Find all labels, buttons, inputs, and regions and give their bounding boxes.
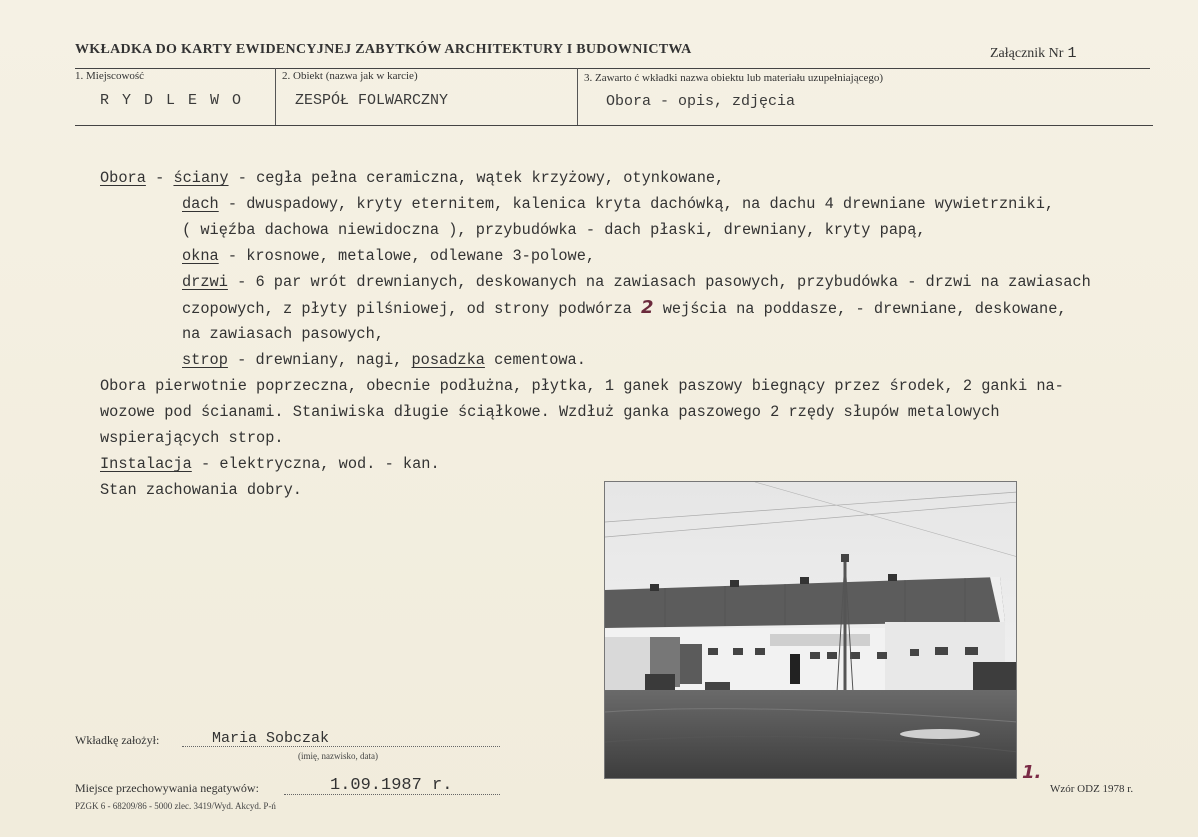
barn-photo-illustration bbox=[605, 482, 1017, 779]
text-line bbox=[100, 165, 1185, 191]
photo-number: 1. bbox=[1022, 762, 1042, 783]
content-label: 3. Zawarto ć wkładki nazwa obiektu lub materiału uzupełniającego) bbox=[584, 72, 884, 84]
text-line bbox=[100, 295, 1185, 321]
text-line bbox=[100, 191, 1185, 217]
barn-photograph bbox=[604, 481, 1017, 779]
heading-dach: dach bbox=[182, 195, 219, 213]
text-line bbox=[100, 269, 1185, 295]
text-fragment: czopowych, z płyty pilśniowej, od strony podwórza bbox=[182, 300, 641, 318]
text-line: wozowe pod ścianami. Staniwiska długie ściąłkowe. Wzdłuż ganka paszowego 2 rzędy słupów metalowych bbox=[100, 403, 1000, 421]
object-label: 2. Obiekt (nazwa jak w karcie) bbox=[282, 70, 418, 82]
header-divider bbox=[75, 68, 1150, 69]
text-fragment: - drewniany, nagi, bbox=[227, 351, 412, 369]
text-fragment: - dwuspadowy, kryty eternitem, kalenica kryta dachówką, na dachu 4 drewniane wywietrzniki, bbox=[218, 195, 1055, 213]
text-line bbox=[100, 451, 1185, 477]
text-line: Stan zachowania dobry. bbox=[100, 481, 302, 499]
text-line: Obora pierwotnie poprzeczna, obecnie podłużna, płytka, 1 ganek paszowy biegnący przez środek, 2 ganki na- bbox=[100, 377, 1064, 395]
field-divider bbox=[577, 68, 578, 125]
attachment-value: 1 bbox=[1067, 45, 1077, 62]
location-value: R Y D L E W O bbox=[100, 92, 244, 109]
text-fragment: - bbox=[145, 169, 174, 187]
location-label: 1. Miejscowość bbox=[75, 70, 145, 82]
description-text bbox=[100, 165, 1185, 503]
text-fragment: wejścia na poddasze, - drewniane, deskowane, bbox=[653, 300, 1067, 318]
negatives-value: 1.09.1987 r. bbox=[330, 776, 453, 795]
text-fragment: cementowa. bbox=[484, 351, 586, 369]
author-sublabel: (imię, nazwisko, data) bbox=[298, 751, 378, 761]
author-label: Wkładkę założył: bbox=[75, 733, 160, 747]
print-info: PZGK 6 - 68209/86 - 5000 zlec. 3419/Wyd. Akcyd. P-ń bbox=[75, 801, 276, 811]
negatives-label: Miejsce przechowywania negatywów: bbox=[75, 781, 259, 795]
heading-sciany: ściany bbox=[173, 169, 229, 187]
heading-drzwi: drzwi bbox=[182, 273, 228, 291]
text-line: ( więźba dachowa niewidoczna ), przybudówka - dach płaski, drewniany, kryty papą, bbox=[182, 221, 926, 239]
heading-strop: strop bbox=[182, 351, 228, 369]
heading-instalacja: Instalacja bbox=[100, 455, 192, 473]
text-line: na zawiasach pasowych, bbox=[182, 325, 384, 343]
form-code: Wzór ODZ 1978 r. bbox=[1050, 783, 1134, 795]
negatives-dotted-line bbox=[284, 794, 500, 795]
text-line bbox=[100, 243, 1185, 269]
field-divider bbox=[275, 68, 276, 125]
text-line bbox=[100, 347, 1185, 373]
text-line: wspierających strop. bbox=[100, 429, 284, 447]
form-title: WKŁADKA DO KARTY EWIDENCYJNEJ ZABYTKÓW ARCHITEKTURY I BUDOWNICTWA bbox=[75, 42, 692, 57]
text-fragment: - elektryczna, wod. - kan. bbox=[191, 455, 440, 473]
text-fragment: - cegła pełna ceramiczna, wątek krzyżowy, otynkowane, bbox=[228, 169, 725, 187]
text-fragment: - 6 par wrót drewnianych, deskowanych na zawiasach pasowych, przybudówka - drzwi na zawiasach bbox=[227, 273, 1091, 291]
heading-okna: okna bbox=[182, 247, 219, 265]
object-value: ZESPÓŁ FOLWARCZNY bbox=[295, 92, 449, 109]
author-dotted-line bbox=[182, 746, 500, 747]
handwritten-number: 2 bbox=[640, 297, 654, 318]
content-value: Obora - opis, zdjęcia bbox=[606, 93, 796, 110]
attachment-number bbox=[990, 45, 1076, 62]
text-fragment: - krosnowe, metalowe, odlewane 3-polowe, bbox=[218, 247, 596, 265]
attachment-label: Załącznik Nr bbox=[990, 46, 1064, 61]
heading-obora: Obora bbox=[100, 169, 146, 187]
author-value: Maria Sobczak bbox=[212, 730, 330, 747]
heading-posadzka: posadzka bbox=[411, 351, 485, 369]
fields-divider bbox=[75, 125, 1153, 126]
